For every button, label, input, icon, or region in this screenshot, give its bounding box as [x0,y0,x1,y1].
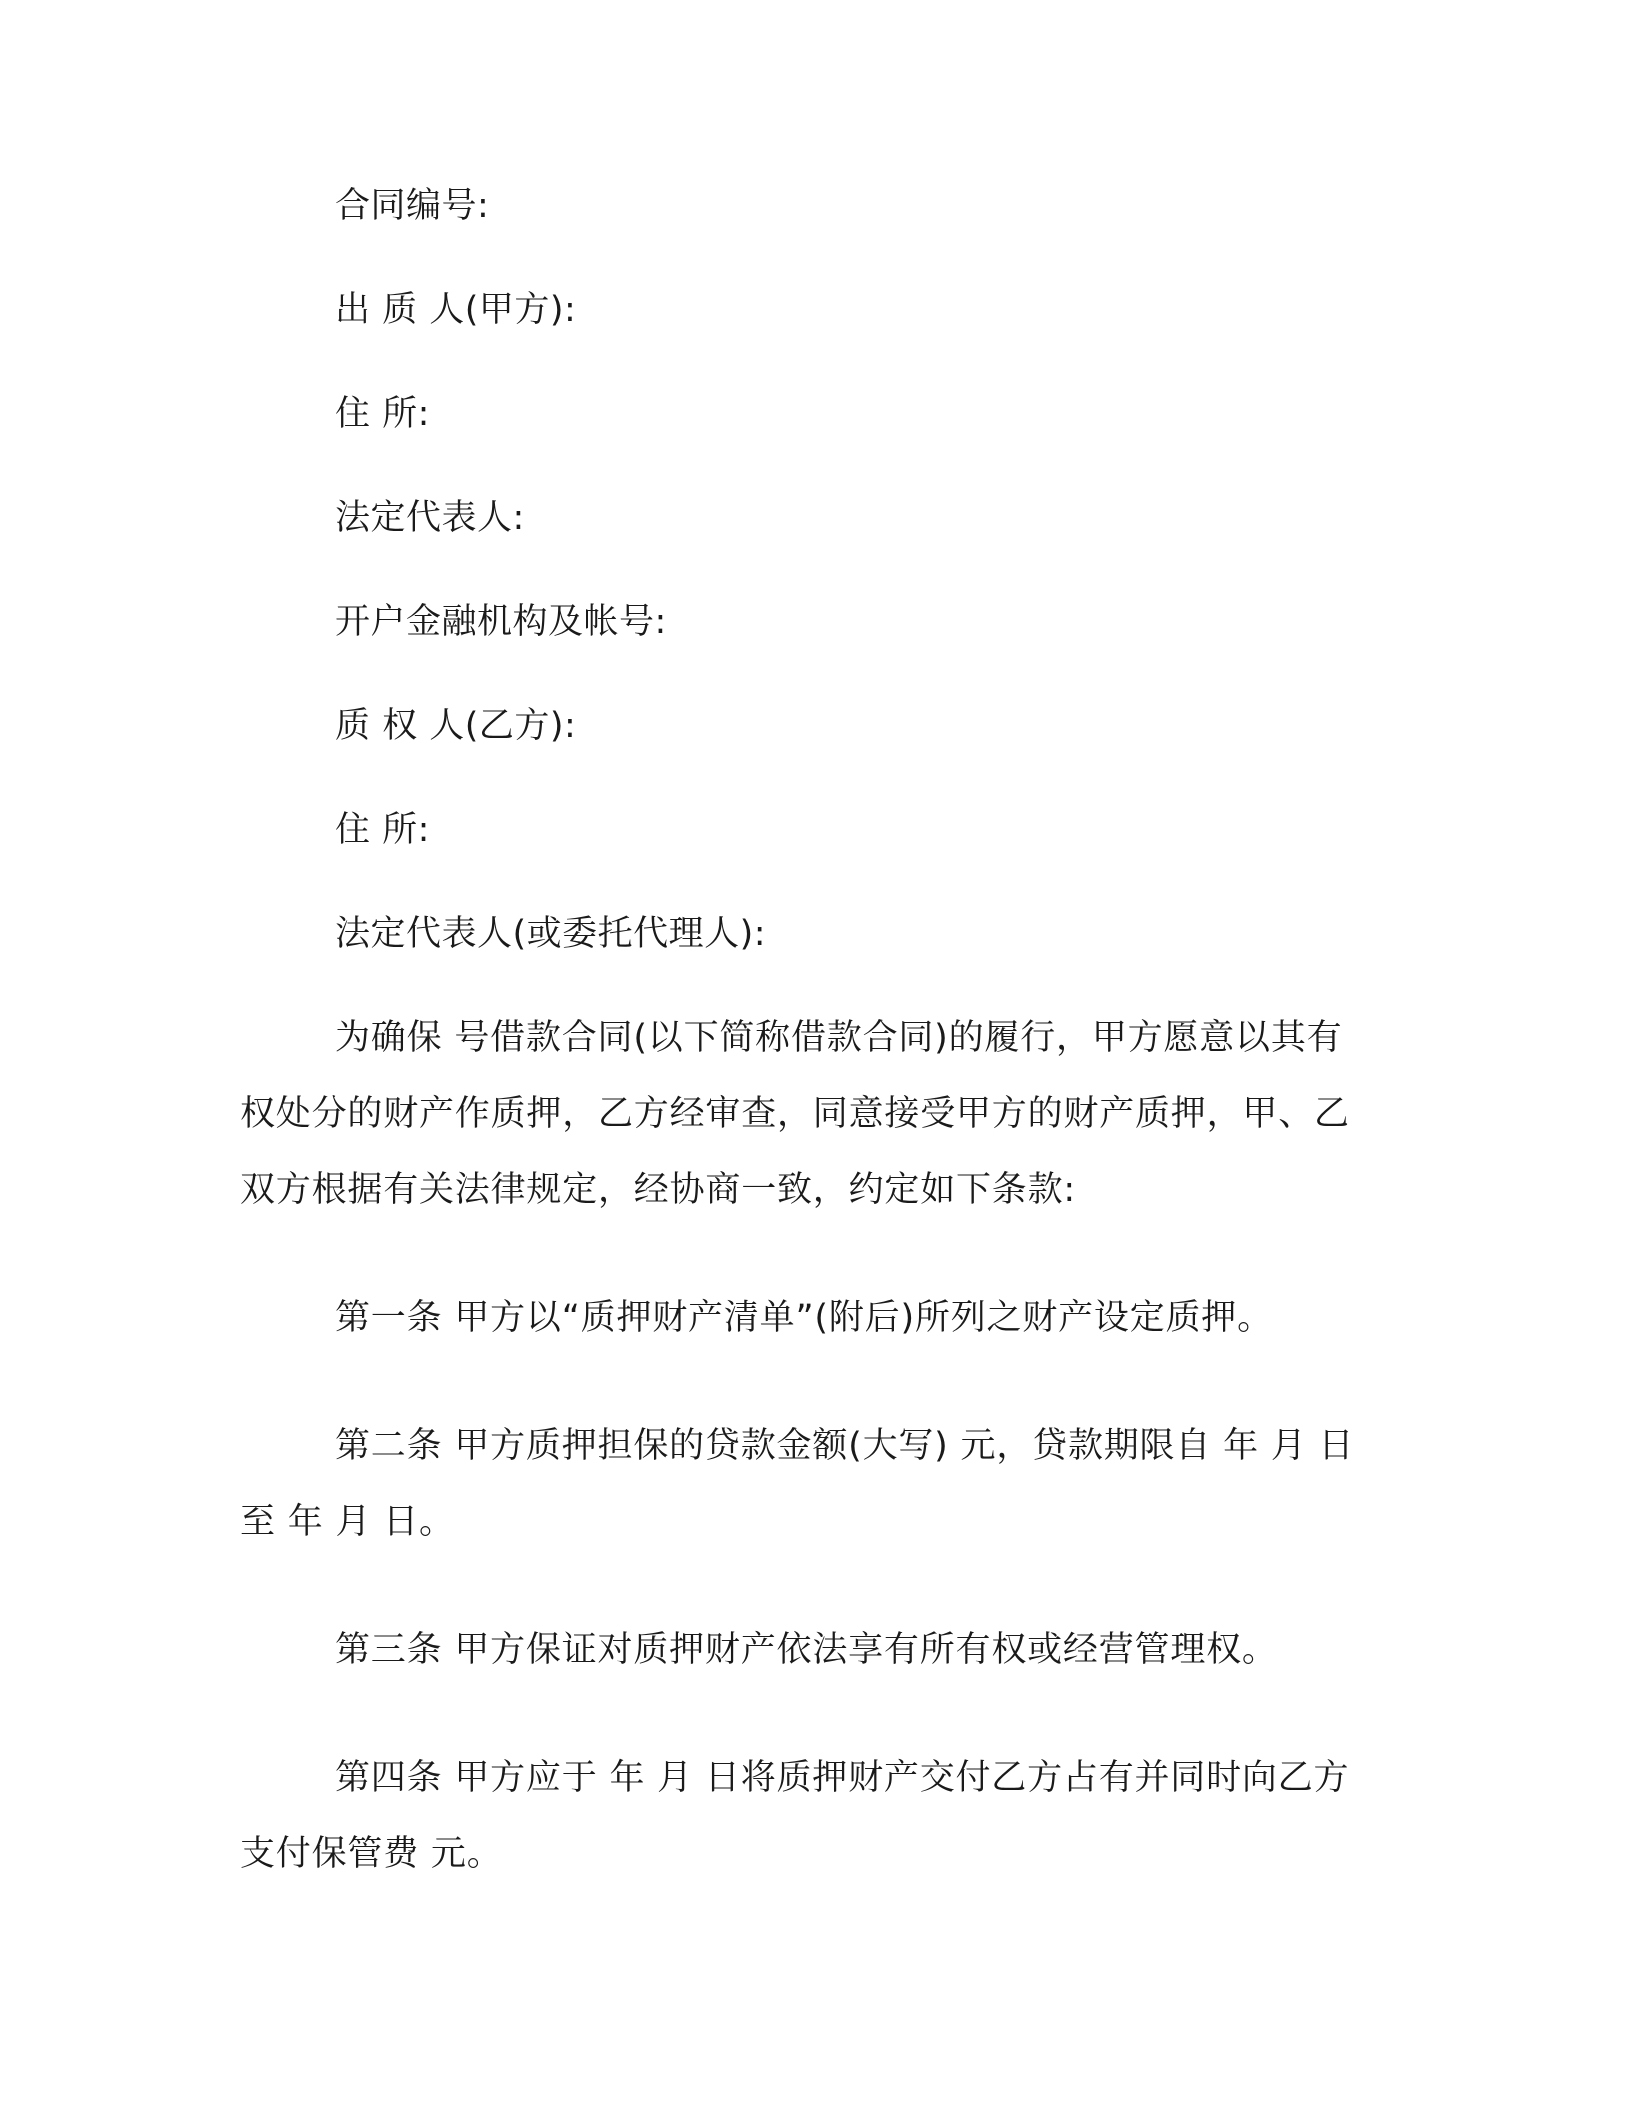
contract-body [240,180,1370,1944]
pledgee-representative-field: 法定代表人(或委托代理人): [335,914,767,954]
article-4: 第四条 甲方应于 年 月 日将质押财产交付乙方占有并同时向乙方支付保管费 元。 [240,1758,1350,1874]
article-1: 第一条 甲方以“质押财产清单”(附后)所列之财产设定质押。 [335,1298,1273,1338]
bank-account-field: 开户金融机构及帐号: [335,602,667,642]
article-3: 第三条 甲方保证对质押财产依法享有所有权或经营管理权。 [335,1630,1278,1670]
preamble-paragraph: 为确保 号借款合同(以下简称借款合同)的履行，甲方愿意以其有权处分的财产作质押，乙方经审查，同意接受甲方的财产质押，甲、乙双方根据有关法律规定，经协商一致，约定如下条款: [240,1018,1350,1210]
pledgee-field: 质 权 人(乙方): [335,706,577,746]
pledgee-address-field: 住 所: [335,810,430,850]
pledgor-address-field: 住 所: [335,394,430,434]
pledgor-legal-representative-field: 法定代表人: [335,498,525,538]
pledgor-field: 出 质 人(甲方): [335,290,577,330]
contract-number-field: 合同编号: [335,186,490,226]
article-2: 第二条 甲方质押担保的贷款金额(大写) 元，贷款期限自 年 月 日至 年 月 日。 [240,1426,1355,1542]
